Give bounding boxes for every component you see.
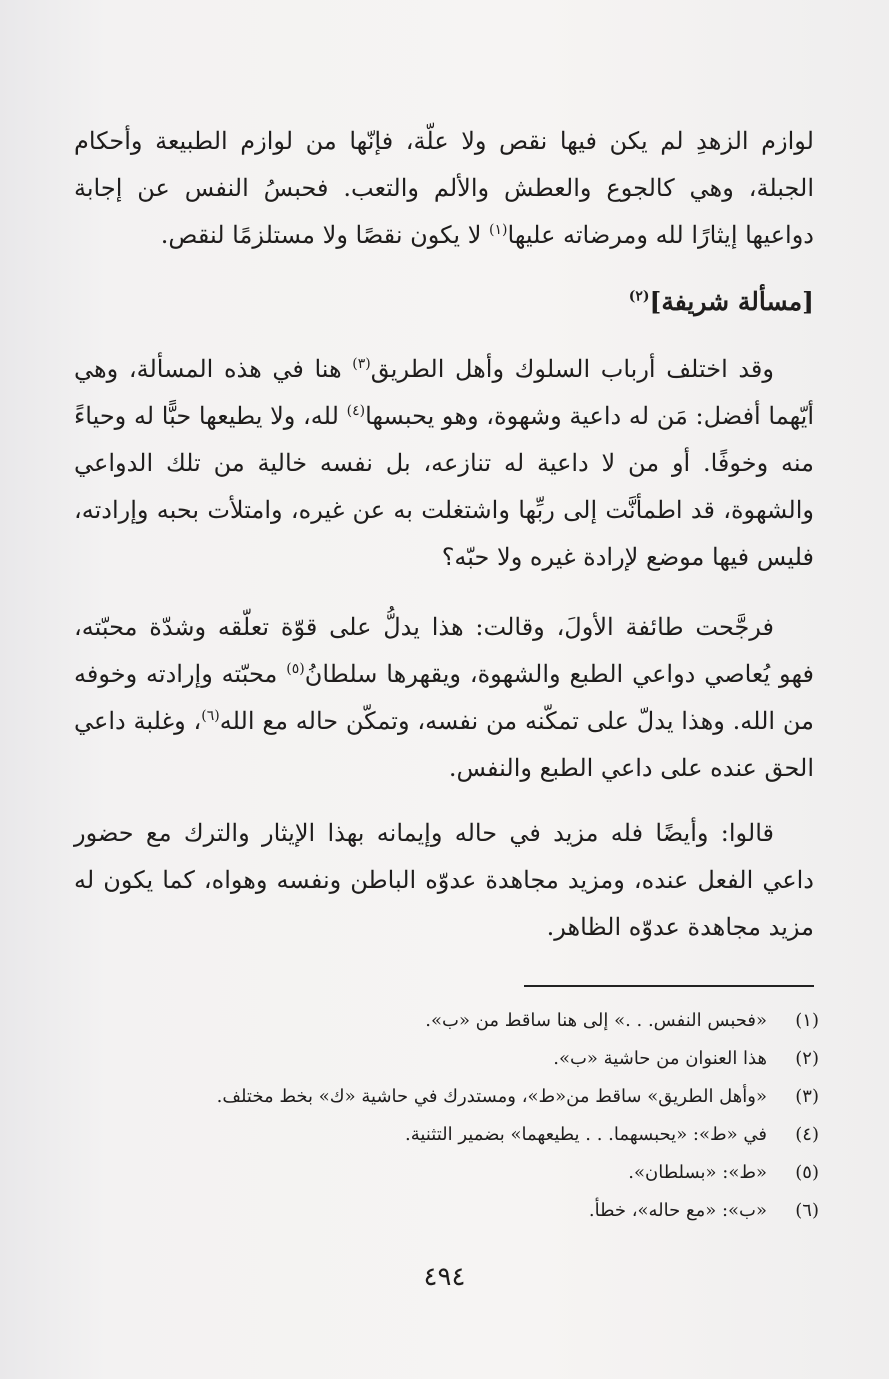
paragraph-1-line-3a: دواعيها إيثارًا لله ومرضاته عليها: [507, 221, 814, 249]
paragraph-3-part-b: محبّته وإرادته وخوفه من الله. وهذا يدلّ على تمكّنه من نفسه، وتمكّن حاله مع الله: [74, 660, 814, 735]
footnote-ref-3[interactable]: (٣): [352, 356, 371, 372]
footnote-ref-4[interactable]: (٤): [346, 403, 366, 419]
footnote-ref-1[interactable]: (١): [489, 222, 508, 238]
paragraph-1: [74, 118, 814, 259]
paragraph-1-line-3b: لا يكون نقصًا ولا مستلزمًا لنقص.: [160, 221, 490, 249]
footnote-1: [79, 1002, 819, 1040]
footnotes-list: [79, 1002, 819, 1230]
paragraph-1-line-1: لوازم الزهدِ لم يكن فيها نقص ولا علّة، فإنّها من لوازم الطبيعة وأحكام: [74, 127, 814, 155]
footnote-2: [79, 1040, 819, 1078]
paragraph-2-part-a: وقد اختلف أرباب السلوك وأهل الطريق: [370, 355, 774, 383]
paragraph-2: [74, 346, 814, 581]
footnote-text: «ط»: «بسلطان».: [628, 1162, 767, 1183]
page-number: ٤٩٤: [423, 1262, 466, 1292]
footnote-3: [79, 1078, 819, 1116]
footnote-ref-6[interactable]: (٦): [201, 708, 220, 724]
footnote-6: [79, 1192, 819, 1230]
footnote-number: (٣): [795, 1086, 819, 1107]
section-heading: [74, 278, 814, 326]
footnote-ref-2[interactable]: (٢): [628, 288, 650, 305]
footnote-number: (١): [795, 1010, 819, 1031]
footnote-number: (٦): [795, 1200, 819, 1221]
paragraph-4: [74, 810, 814, 951]
paragraph-3: [74, 604, 814, 792]
footnote-ref-5[interactable]: (٥): [286, 661, 305, 677]
paragraph-2-part-c: لله، ولا يطيعها حبًّا له وحياءً منه وخوفًا. أو من لا داعية له تنازعه، بل نفسه خالية من تلك الدواعي والشهوة، قد اطمأنَّت إلى ربِّها واشتغلت به عن غيره، وامتلأت بحبه وإرادته، فليس فيها موضع لإرادة غيره ولا حبّه؟: [74, 402, 814, 571]
footnote-number: (٥): [795, 1162, 819, 1183]
footnote-number: (٢): [795, 1048, 819, 1069]
paragraph-2-part-b: هنا في هذه المسألة، وهي أيّهما أفضل: مَن له داعية وشهوة، وهو يحبسها: [74, 355, 814, 430]
footnote-4: [79, 1116, 819, 1154]
footnote-text: «فحبس النفس. . .» إلى هنا ساقط من «ب».: [425, 1010, 767, 1031]
footnote-number: (٤): [795, 1124, 819, 1145]
footnote-separator: [524, 985, 814, 987]
section-heading-text: [مسألة شريفة]: [649, 287, 814, 316]
paragraph-4-text: قالوا: وأيضًا فله مزيد في حاله وإيمانه بهذا الإيثار والترك مع حضور داعي الفعل عنده، ومزيد مجاهدة عدوّه الباطن ونفسه وهواه، كما يكون له مزيد مجاهدة عدوّه الظاهر.: [74, 819, 814, 941]
footnote-text: «ب»: «مع حاله»، خطأ.: [588, 1200, 767, 1221]
footnote-5: [79, 1154, 819, 1192]
footnote-text: «وأهل الطريق» ساقط من«ط»، ومستدرك في حاشية «ك» بخط مختلف.: [216, 1086, 767, 1107]
paragraph-3-part-c: ، وغلبة داعي الحق عنده على داعي الطبع والنفس.: [74, 707, 814, 782]
footnote-text: هذا العنوان من حاشية «ب».: [553, 1048, 767, 1069]
footnote-text: في «ط»: «يحبسهما. . . يطيعهما» بضمير التثنية.: [405, 1124, 767, 1145]
paragraph-1-line-2: الجبلة، وهي كالجوع والعطش والألم والتعب. فحبسُ النفس عن إجابة: [74, 174, 814, 202]
paragraph-3-part-a: فرجَّحت طائفة الأولَ، وقالت: هذا يدلُّ على قوّة تعلّقه وشدّة محبّته، فهو يُعاصي دواعي الطبع والشهوة، ويقهرها سلطانُ: [74, 613, 814, 688]
